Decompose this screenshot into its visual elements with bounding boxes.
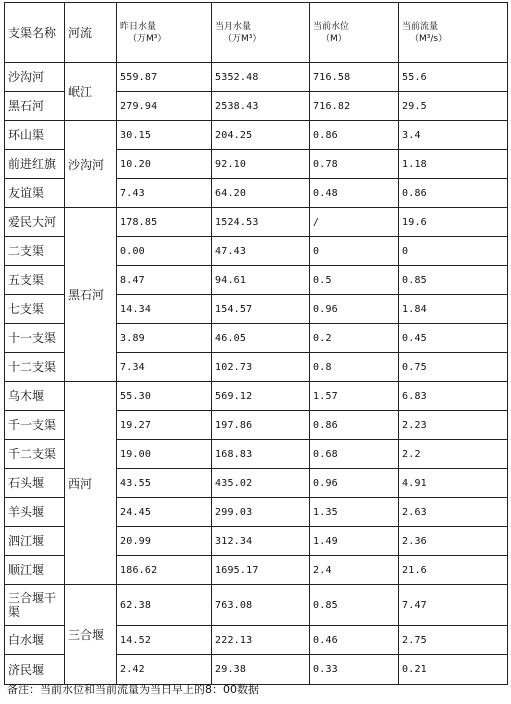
branch-name-cell: 顺江堰 [5,556,65,585]
header-branch-name: 支渠名称 [5,3,65,63]
month-volume-cell: 46.05 [212,324,310,353]
month-volume-cell: 197.86 [212,411,310,440]
branch-name-cell: 泗江堰 [5,527,65,556]
branch-name-cell: 爱民大河 [5,208,65,237]
flow-cell: 2.2 [399,440,508,469]
level-cell: 0.85 [310,585,399,626]
header-month-volume-unit: （万M³） [223,33,262,44]
flow-cell: 0.86 [399,179,508,208]
flow-cell: 1.84 [399,295,508,324]
flow-cell: 2.36 [399,527,508,556]
month-volume-cell: 29.38 [212,655,310,685]
flow-cell: 2.63 [399,498,508,527]
level-cell: 0.96 [310,295,399,324]
header-flow-unit: （M³/s） [410,33,448,44]
flow-cell: 21.6 [399,556,508,585]
branch-name-cell: 二支渠 [5,237,65,266]
prev-volume-cell: 186.62 [117,556,212,585]
month-volume-cell: 299.03 [212,498,310,527]
header-prev-volume [117,3,212,63]
prev-volume-cell: 8.47 [117,266,212,295]
prev-volume-cell: 2.42 [117,655,212,685]
prev-volume-cell: 14.52 [117,626,212,655]
footnote: 备注：当前水位和当前流量为当日早上的8：00数据 [7,683,259,696]
table-row [5,382,508,411]
flow-cell: 3.4 [399,121,508,150]
prev-volume-cell: 19.00 [117,440,212,469]
branch-name-cell: 友谊渠 [5,179,65,208]
month-volume-cell: 763.08 [212,585,310,626]
branch-name-cell: 环山渠 [5,121,65,150]
header-level-label: 当前水位 [313,21,350,32]
flow-cell: 0.75 [399,353,508,382]
month-volume-cell: 569.12 [212,382,310,411]
header-month-volume [212,3,310,63]
table-row [5,63,508,92]
prev-volume-cell: 0.00 [117,237,212,266]
prev-volume-cell: 10.20 [117,150,212,179]
river-cell: 岷江 [65,63,117,121]
header-level [310,3,399,63]
branch-name-cell: 七支渠 [5,295,65,324]
river-cell: 黑石河 [65,208,117,382]
flow-cell: 2.23 [399,411,508,440]
prev-volume-cell: 14.34 [117,295,212,324]
branch-name-cell: 乌木堰 [5,382,65,411]
prev-volume-cell: 20.99 [117,527,212,556]
level-cell: 0.86 [310,411,399,440]
month-volume-cell: 92.10 [212,150,310,179]
flow-cell: 4.91 [399,469,508,498]
river-cell: 三合堰 [65,585,117,685]
prev-volume-cell: 30.15 [117,121,212,150]
flow-cell: 1.18 [399,150,508,179]
river-cell: 沙沟河 [65,121,117,208]
branch-name-cell: 黑石河 [5,92,65,121]
prev-volume-cell: 62.38 [117,585,212,626]
prev-volume-cell: 24.45 [117,498,212,527]
flow-cell: 0.21 [399,655,508,685]
month-volume-cell: 168.83 [212,440,310,469]
level-cell: 1.35 [310,498,399,527]
header-flow [399,3,508,63]
month-volume-cell: 312.34 [212,527,310,556]
flow-cell: 29.5 [399,92,508,121]
month-volume-cell: 1695.17 [212,556,310,585]
header-flow-label: 当前流量 [402,21,439,32]
header-prev-volume-unit: （万M³） [128,33,167,44]
level-cell: 0.2 [310,324,399,353]
table-row [5,585,508,626]
branch-name-cell: 前进红旗 [5,150,65,179]
month-volume-cell: 154.57 [212,295,310,324]
level-cell: 2.4 [310,556,399,585]
level-cell: 0.48 [310,179,399,208]
prev-volume-cell: 7.34 [117,353,212,382]
level-cell: 0.46 [310,626,399,655]
prev-volume-cell: 55.30 [117,382,212,411]
level-cell: 0.96 [310,469,399,498]
month-volume-cell: 435.02 [212,469,310,498]
month-volume-cell: 222.13 [212,626,310,655]
table-row [5,121,508,150]
month-volume-cell: 204.25 [212,121,310,150]
level-cell: 0.8 [310,353,399,382]
flow-cell: 0.45 [399,324,508,353]
header-river: 河流 [65,3,117,63]
branch-name-cell: 济民堰 [5,655,65,685]
prev-volume-cell: 7.43 [117,179,212,208]
month-volume-cell: 47.43 [212,237,310,266]
branch-name-cell: 三合堰干渠 [5,585,65,626]
month-volume-cell: 64.20 [212,179,310,208]
header-level-unit: （M） [321,33,347,44]
prev-volume-cell: 559.87 [117,63,212,92]
header-prev-volume-label: 昨日水量 [120,21,157,32]
prev-volume-cell: 3.89 [117,324,212,353]
branch-name-cell: 十一支渠 [5,324,65,353]
level-cell: 716.58 [310,63,399,92]
level-cell: 1.57 [310,382,399,411]
prev-volume-cell: 43.55 [117,469,212,498]
branch-name-cell: 沙沟河 [5,63,65,92]
level-cell: 0.86 [310,121,399,150]
flow-cell: 0 [399,237,508,266]
prev-volume-cell: 19.27 [117,411,212,440]
branch-name-cell: 羊头堰 [5,498,65,527]
month-volume-cell: 1524.53 [212,208,310,237]
level-cell: 0.78 [310,150,399,179]
month-volume-cell: 2538.43 [212,92,310,121]
river-cell: 西河 [65,382,117,585]
branch-name-cell: 千二支渠 [5,440,65,469]
flow-cell: 19.6 [399,208,508,237]
branch-name-cell: 白水堰 [5,626,65,655]
level-cell: / [310,208,399,237]
water-data-table [4,2,508,685]
level-cell: 716.82 [310,92,399,121]
month-volume-cell: 94.61 [212,266,310,295]
level-cell: 0.33 [310,655,399,685]
flow-cell: 6.83 [399,382,508,411]
flow-cell: 7.47 [399,585,508,626]
flow-cell: 2.75 [399,626,508,655]
branch-name-cell: 五支渠 [5,266,65,295]
prev-volume-cell: 279.94 [117,92,212,121]
branch-name-cell: 十二支渠 [5,353,65,382]
header-row [5,3,508,63]
table-row [5,208,508,237]
prev-volume-cell: 178.85 [117,208,212,237]
branch-name-cell: 石头堰 [5,469,65,498]
level-cell: 0.68 [310,440,399,469]
flow-cell: 55.6 [399,63,508,92]
header-month-volume-label: 当月水量 [215,21,252,32]
level-cell: 0.5 [310,266,399,295]
level-cell: 0 [310,237,399,266]
flow-cell: 0.85 [399,266,508,295]
month-volume-cell: 5352.48 [212,63,310,92]
branch-name-cell: 千一支渠 [5,411,65,440]
level-cell: 1.49 [310,527,399,556]
month-volume-cell: 102.73 [212,353,310,382]
